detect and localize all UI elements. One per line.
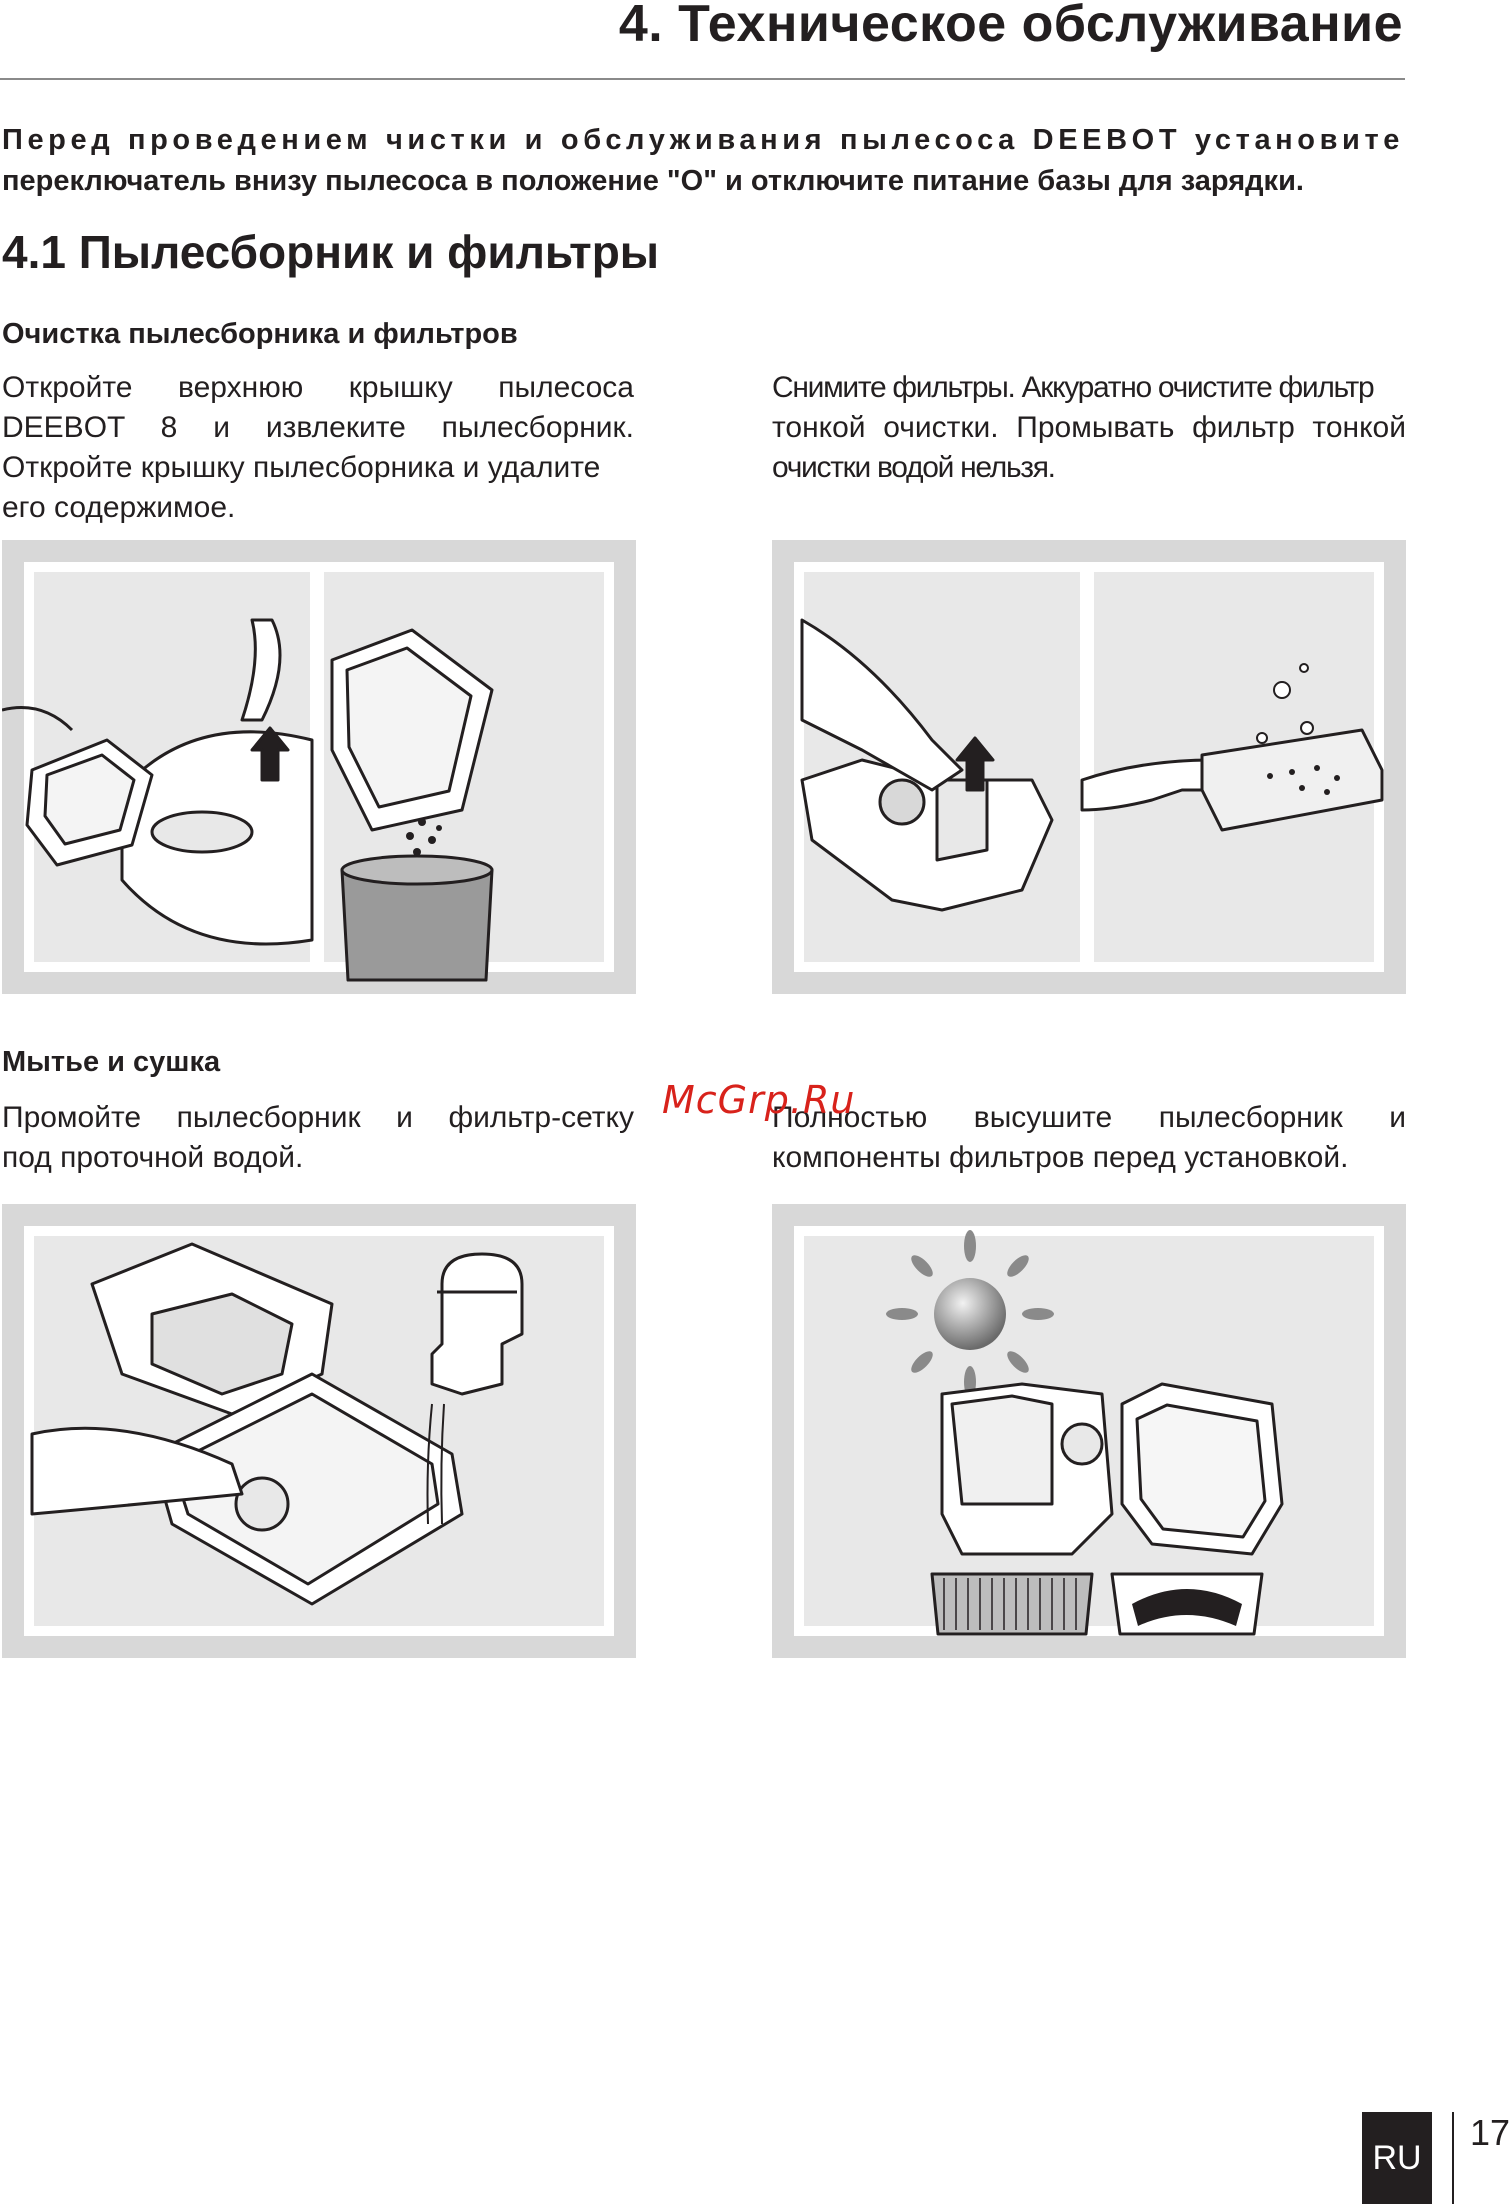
washing-left-text [2,1098,634,1178]
illustration-dry [772,1204,1406,1658]
chapter-title: 4. Техническое обслуживание [618,0,1403,53]
cleaning-left-text [2,368,634,528]
text-line: Промойте пылесборник и фильтр-сетку [2,1101,634,1134]
washing-heading: Мытье и сушка [2,1046,221,1078]
page-number: 17 [1470,2112,1511,2153]
intro-line-1: Перед проведением чистки и обслуживания пылесоса DEEBOT установите [2,124,1404,156]
text-line: тонкой очистки. Промывать фильтр тонкой [772,411,1406,444]
intro-warning [2,120,1404,202]
watermark: McGrp.Ru [662,1078,856,1122]
dry-drawing [772,1204,1406,1658]
section-title: 4.1 Пылесборник и фильтры [2,226,660,278]
text-line: под проточной водой. [2,1141,304,1174]
language-tab: RU [1362,2112,1432,2204]
text-line: очистки водой нельзя. [772,451,1055,484]
illustration-rinse [2,1204,636,1658]
text-line: Откройте крышку пылесборника и удалите [2,451,601,484]
text-line: Снимите фильтры. Аккуратно очистите фильтр [772,371,1374,404]
text-line: DEEBOT 8 и извлеките пылесборник. [2,411,634,444]
sun-icon [886,1230,1054,1398]
footer-divider [1452,2112,1454,2204]
rinse-drawing [2,1204,636,1658]
washing-right-text [772,1098,1406,1178]
cleaning-right-text [772,368,1406,488]
text-line: Полностью высушите пылесборник и [772,1101,1406,1134]
text-line: компоненты фильтров перед установкой. [772,1141,1349,1174]
empty-bin-drawing [2,540,636,994]
intro-line-2: переключатель внизу пылесоса в положение "О" и отключите питание базы для зарядки. [2,165,1304,197]
illustration-remove-filters [772,540,1406,994]
text-line: Откройте верхнюю крышку пылесоса [2,371,634,404]
illustration-empty-bin [2,540,636,994]
cleaning-heading: Очистка пылесборника и фильтров [2,318,518,350]
remove-filters-drawing [772,540,1406,994]
title-divider [0,78,1405,80]
text-line: его содержимое. [2,491,236,524]
